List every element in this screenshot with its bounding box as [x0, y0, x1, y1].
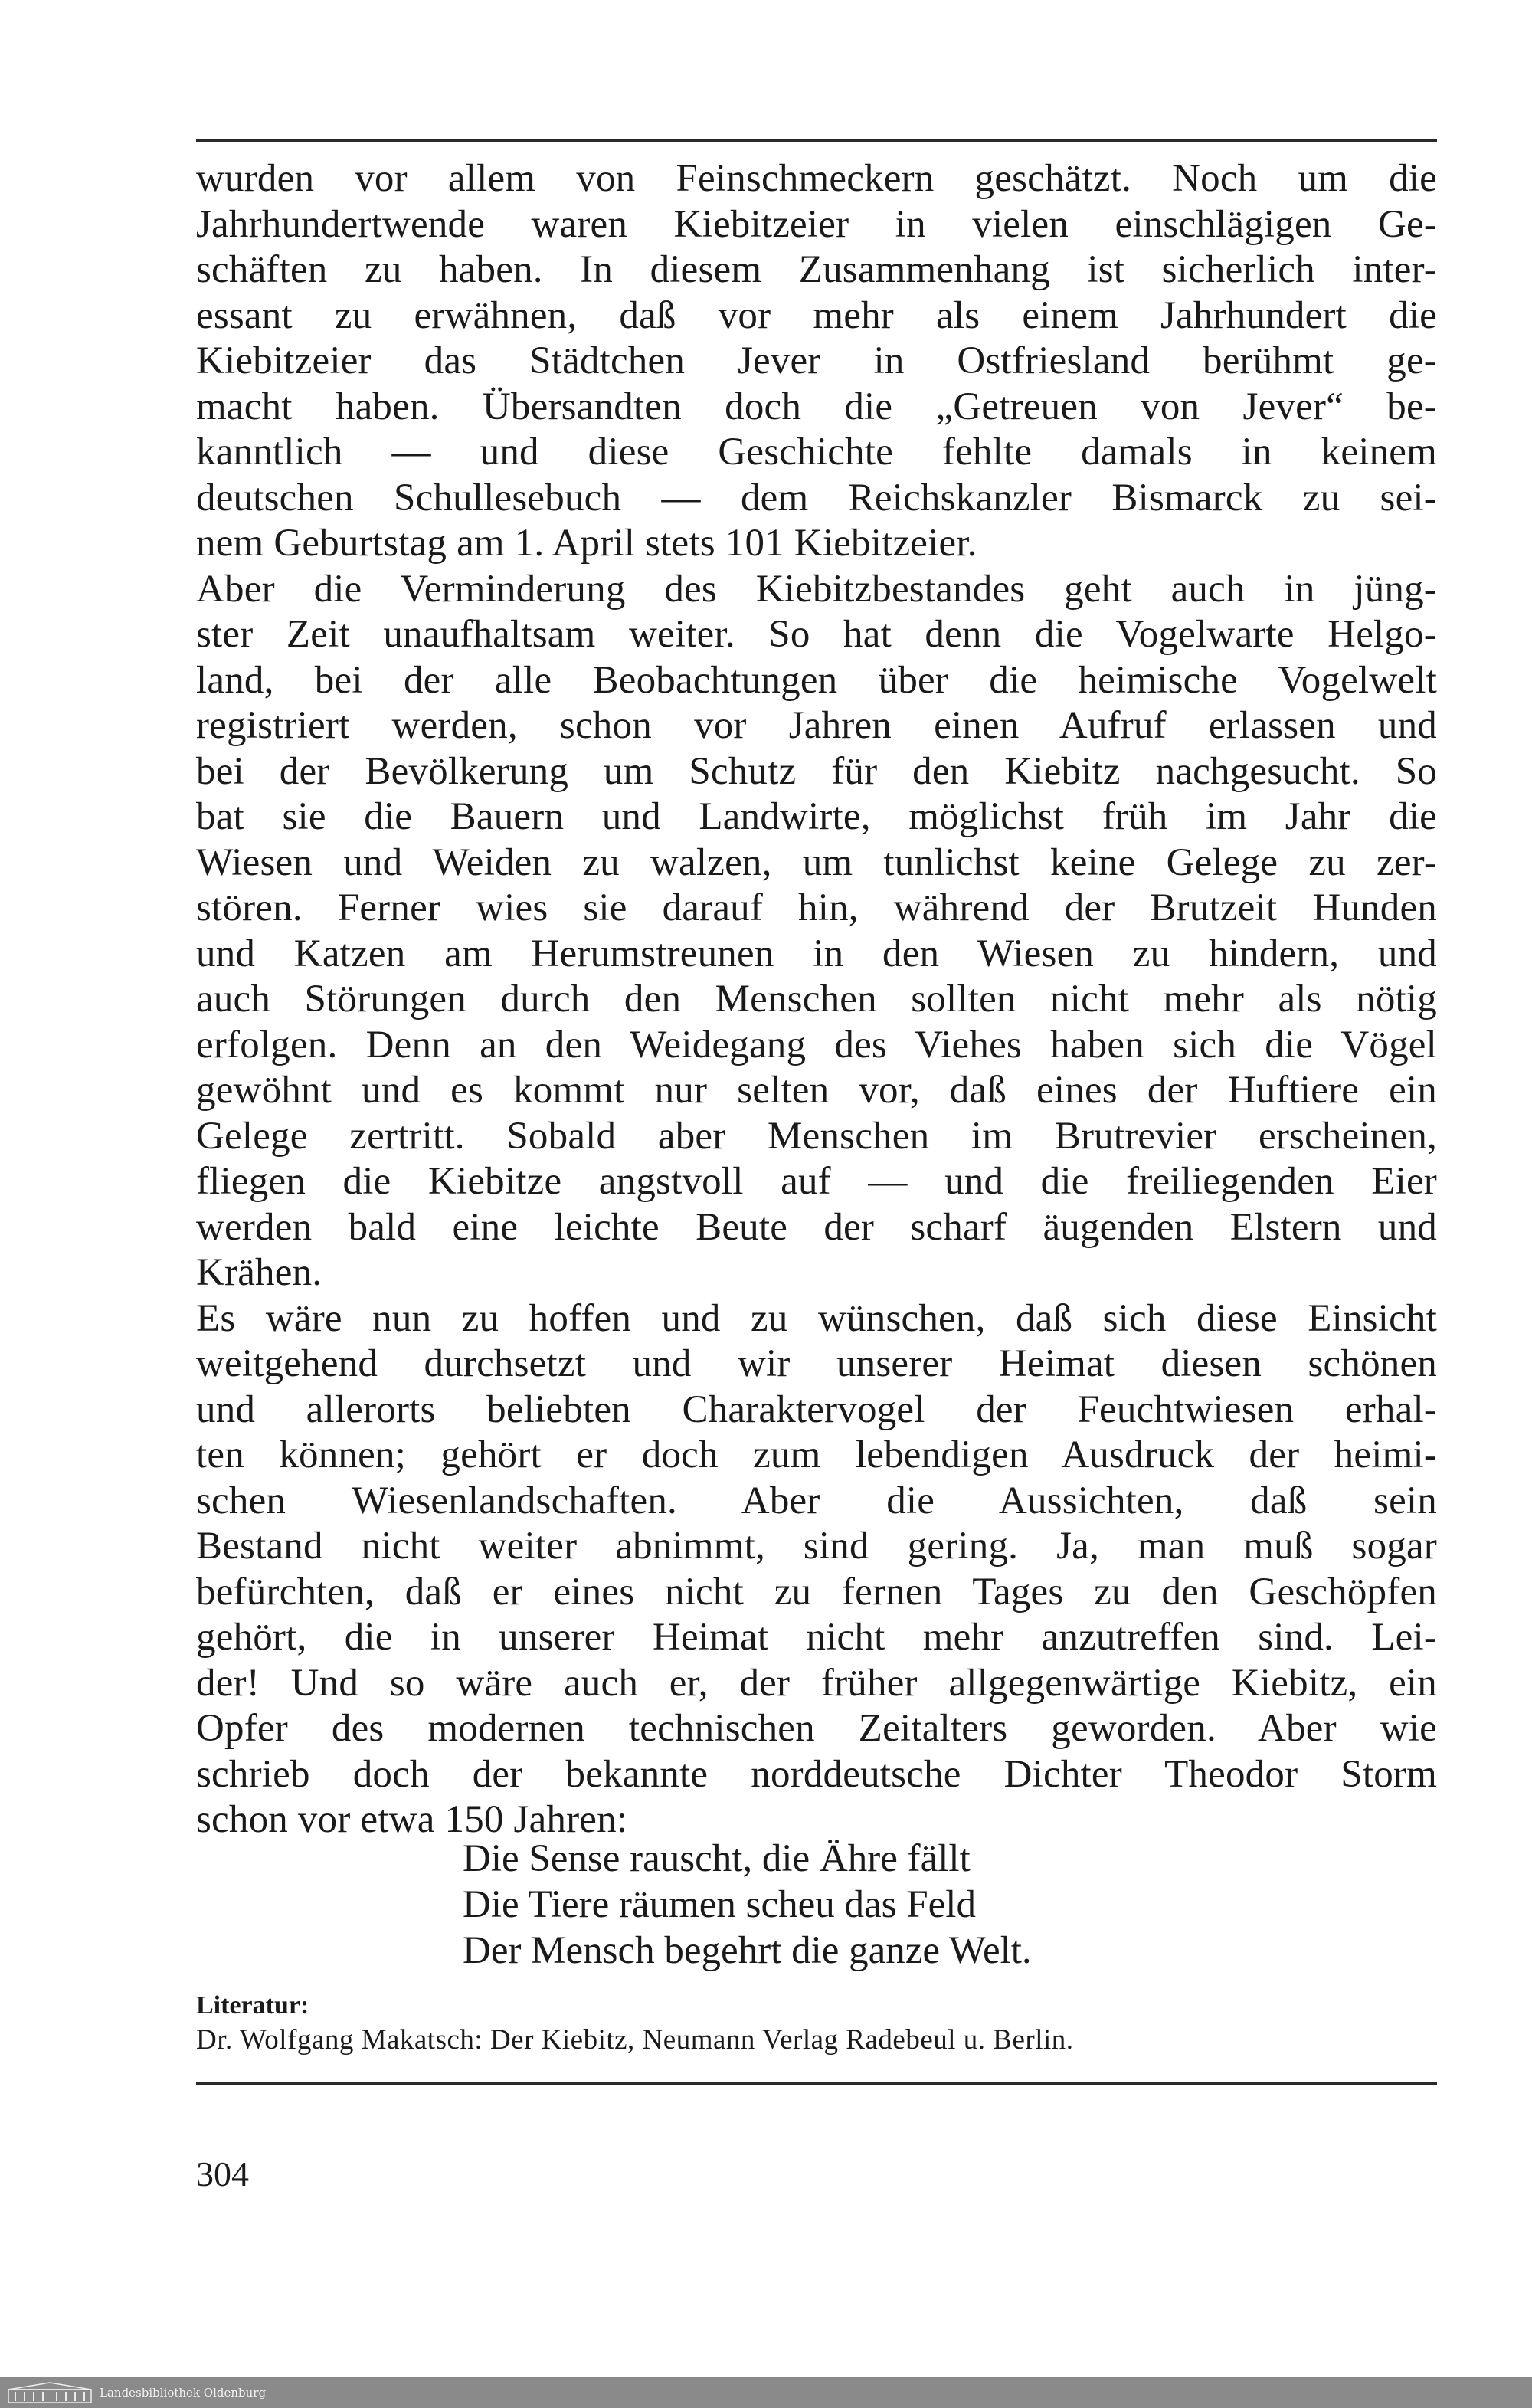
text-line: deutschen Schullesebuch — dem Reichskanzler Bismarck zu sei- [196, 476, 1437, 519]
text-line: Aber die Verminderung des Kiebitzbestandes geht auch in jüng- [196, 567, 1437, 611]
text-line: Kiebitzeier das Städtchen Jever in Ostfriesland berühmt ge- [196, 339, 1437, 382]
text-line: und Katzen am Herumstreunen in den Wiesen zu hindern, und [196, 932, 1437, 975]
text-line: werden bald eine leichte Beute der scharf äugenden Elstern und [196, 1205, 1437, 1249]
literature-entry: Dr. Wolfgang Makatsch: Der Kiebitz, Neumann Verlag Radebeul u. Berlin. [196, 2024, 1074, 2056]
text-line: schrieb doch der bekannte norddeutsche Dichter Theodor Storm [196, 1752, 1437, 1796]
text-line: land, bei der alle Beobachtungen über die heimische Vogelwelt [196, 658, 1437, 702]
text-line: registriert werden, schon vor Jahren einen Aufruf erlassen und [196, 704, 1437, 747]
text-line: wurden vor allem von Feinschmeckern geschätzt. Noch um die [196, 157, 1437, 200]
page-number: 304 [196, 2154, 249, 2193]
text-line: erfolgen. Denn an den Weidegang des Viehes haben sich die Vögel [196, 1023, 1437, 1066]
text-line: kanntlich — und diese Geschichte fehlte damals in keinem [196, 431, 1437, 473]
text-line: Es wäre nun zu hoffen und zu wünschen, daß sich diese Einsicht [196, 1296, 1437, 1340]
text-line: Krähen. [196, 1251, 322, 1294]
poem-line: Die Tiere räumen scheu das Feld [463, 1883, 976, 1926]
bottom-rule [196, 2082, 1437, 2085]
text-line: stören. Ferner wies sie darauf hin, während der Brutzeit Hunden [196, 886, 1437, 929]
text-line: macht haben. Übersandten doch die „Getreuen von Jever“ be- [196, 385, 1437, 428]
library-name: Landesbibliothek Oldenburg [100, 2386, 267, 2400]
text-line: schen Wiesenlandschaften. Aber die Aussichten, daß sein [196, 1479, 1437, 1522]
text-line: und allerorts beliebten Charaktervogel der Feuchtwiesen erhal- [196, 1387, 1437, 1431]
text-line: Jahrhundertwende waren Kiebitzeier in vielen einschlägigen Ge- [196, 202, 1437, 246]
poem-line: Der Mensch begehrt die ganze Welt. [463, 1929, 1032, 1972]
text-line: Opfer des modernen technischen Zeitalters geworden. Aber wie [196, 1707, 1437, 1750]
text-line: weitgehend durchsetzt und wir unserer Heimat diesen schönen [196, 1342, 1437, 1385]
text-line: Gelege zertritt. Sobald aber Menschen im Brutrevier erscheinen, [196, 1114, 1437, 1158]
text-line: Wiesen und Weiden zu walzen, um tunlichst keine Gelege zu zer- [196, 840, 1437, 884]
library-building-logo-icon [8, 2382, 92, 2403]
poem-line: Die Sense rauscht, die Ähre fällt [463, 1837, 971, 1880]
text-line: ster Zeit unaufhaltsam weiter. So hat denn die Vogelwarte Helgo- [196, 613, 1437, 656]
text-line: nem Geburtstag am 1. April stets 101 Kiebitzeier. [196, 522, 977, 565]
text-line: auch Störungen durch den Menschen sollten nicht mehr als nötig [196, 978, 1437, 1021]
text-line: befürchten, daß er eines nicht zu fernen Tages zu den Geschöpfen [196, 1570, 1437, 1614]
poem-quote [463, 1836, 1032, 1974]
text-line: bat sie die Bauern und Landwirte, möglichst früh im Jahr die [196, 795, 1437, 838]
text-line: ten können; gehört er doch zum lebendigen Ausdruck der heimi- [196, 1433, 1437, 1476]
text-line: gewöhnt und es kommt nur selten vor, daß eines der Huftiere ein [196, 1069, 1437, 1112]
text-line: Bestand nicht weiter abnimmt, sind gering. Ja, man muß sogar [196, 1525, 1437, 1568]
text-line: gehört, die in unserer Heimat nicht mehr anzutreffen sind. Lei- [196, 1616, 1437, 1659]
text-line: fliegen die Kiebitze angstvoll auf — und die freiliegenden Eier [196, 1160, 1437, 1203]
text-line: schäften zu haben. In diesem Zusammenhang ist sicherlich inter- [196, 248, 1437, 291]
text-line: essant zu erwähnen, daß vor mehr als einem Jahrhundert die [196, 293, 1437, 337]
text-line: bei der Bevölkerung um Schutz für den Kiebitz nachgesucht. So [196, 749, 1437, 793]
library-footer-bar [0, 2377, 1532, 2408]
literature-heading: Literatur: [196, 1991, 309, 2020]
main-text-block [196, 156, 1437, 1843]
top-rule [196, 139, 1437, 142]
text-line: schon vor etwa 150 Jahren: [196, 1798, 628, 1841]
text-line: der! Und so wäre auch er, der früher allgegenwärtige Kiebitz, ein [196, 1661, 1437, 1705]
